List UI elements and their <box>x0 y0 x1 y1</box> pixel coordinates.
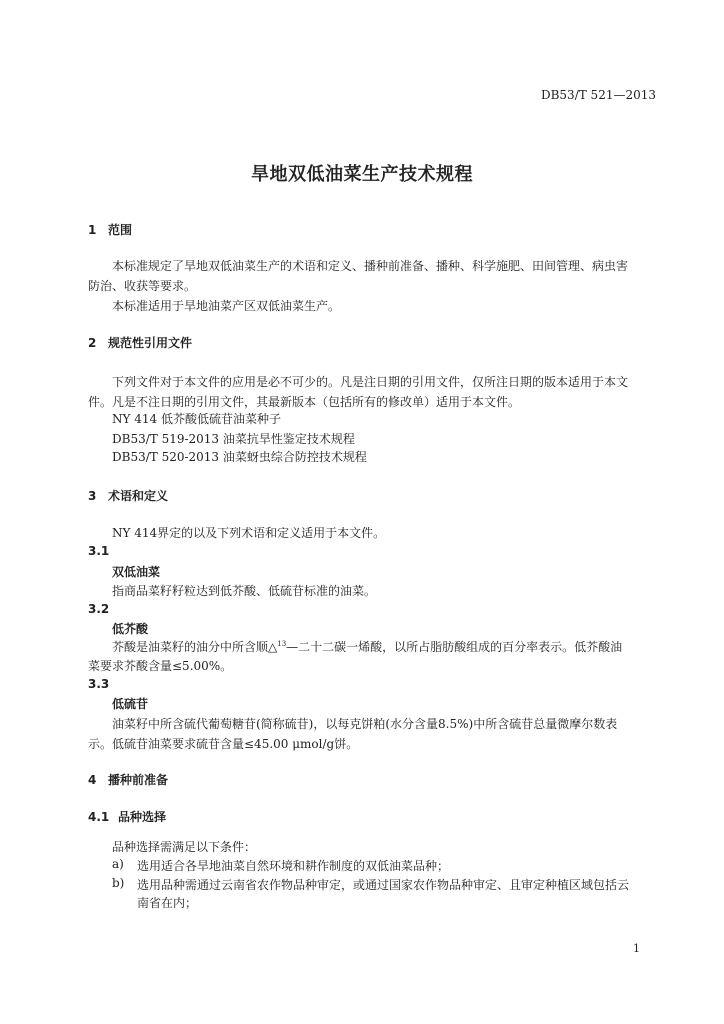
term-definition: 芥酸是油菜籽的油分中所含顺△$^{13}$—二十二碳一烯酸，以所占脂肪酸组成的百分率表示。低芥酸油 <box>112 640 623 654</box>
term-number: 3.3 <box>88 677 110 691</box>
section-4-heading <box>88 771 168 788</box>
term-name: 低芥酸 <box>112 622 149 636</box>
list-item-continued: 南省在内； <box>137 896 198 910</box>
section-3-heading <box>88 487 168 504</box>
term-definition: 指商品菜籽籽粒达到低芥酸、低硫苷标准的油菜。 <box>112 584 377 598</box>
paragraph-line: 品种选择需满足以下条件： <box>112 840 257 854</box>
reference-item: DB53/T 520-2013 油菜蚜虫综合防控技术规程 <box>112 450 367 464</box>
section-1-heading <box>88 221 132 238</box>
document-title: 旱地双低油菜生产技术规程 <box>251 164 473 185</box>
term-name: 双低油菜 <box>112 565 161 579</box>
superscript: 13 <box>277 640 287 648</box>
section-title: 范围 <box>108 223 133 237</box>
term-name: 低硫苷 <box>112 697 149 711</box>
paragraph-line: NY 414界定的以及下列术语和定义适用于本文件。 <box>112 526 386 540</box>
subsection-4-1-heading <box>88 808 166 825</box>
term-number: 3.2 <box>88 602 110 616</box>
section-title: 规范性引用文件 <box>108 336 193 350</box>
page-number: 1 <box>633 942 640 955</box>
term-number: 3.1 <box>88 544 110 558</box>
section-title: 播种前准备 <box>108 773 169 787</box>
term-definition: 示。低硫苷油菜要求硫苷含量≤45.00 μmol/g饼。 <box>88 737 359 751</box>
paragraph-line: 本标准规定了旱地双低油菜生产的术语和定义、播种前准备、播种、科学施肥、田间管理、病虫害 <box>112 259 629 273</box>
paragraph-line: 防治、收获等要求。 <box>88 279 197 293</box>
list-marker: a) <box>112 857 124 871</box>
list-item: 选用品种需通过云南省农作物品种审定，或通过国家农作物品种审定、且审定种植区域包括云 <box>137 878 630 892</box>
reference-item: DB53/T 519-2013 油菜抗旱性鉴定技术规程 <box>112 432 355 446</box>
section-title: 术语和定义 <box>108 489 169 503</box>
paragraph-line: 下列文件对于本文件的应用是必不可少的。凡是注日期的引用文件，仅所注日期的版本适用于本文 <box>112 375 629 389</box>
section-number: 3 <box>88 489 97 503</box>
list-marker: b) <box>112 876 125 890</box>
section-number: 1 <box>88 223 97 237</box>
section-number: 4 <box>88 773 97 787</box>
paragraph-line: 本标准适用于旱地油菜产区双低油菜生产。 <box>112 299 341 313</box>
term-definition: 油菜籽中所含硫代葡萄糖苷(简称硫苷)，以每克饼粕(水分含量8.5%)中所含硫苷总量微摩尔数表 <box>112 717 618 731</box>
section-2-heading <box>88 334 192 351</box>
subsection-number: 4.1 <box>88 810 110 824</box>
standard-code: DB53/T 521—2013 <box>540 88 656 102</box>
paragraph-line: 件。凡是不注日期的引用文件，其最新版本（包括所有的修改单）适用于本文件。 <box>88 395 521 409</box>
reference-item: NY 414 低芥酸低硫苷油菜种子 <box>112 412 281 426</box>
term-definition: 菜要求芥酸含量≤5.00%。 <box>88 659 233 673</box>
list-item: 选用适合各旱地油菜自然环境和耕作制度的双低油菜品种； <box>137 859 450 873</box>
section-number: 2 <box>88 336 97 350</box>
subsection-title: 品种选择 <box>118 810 167 824</box>
